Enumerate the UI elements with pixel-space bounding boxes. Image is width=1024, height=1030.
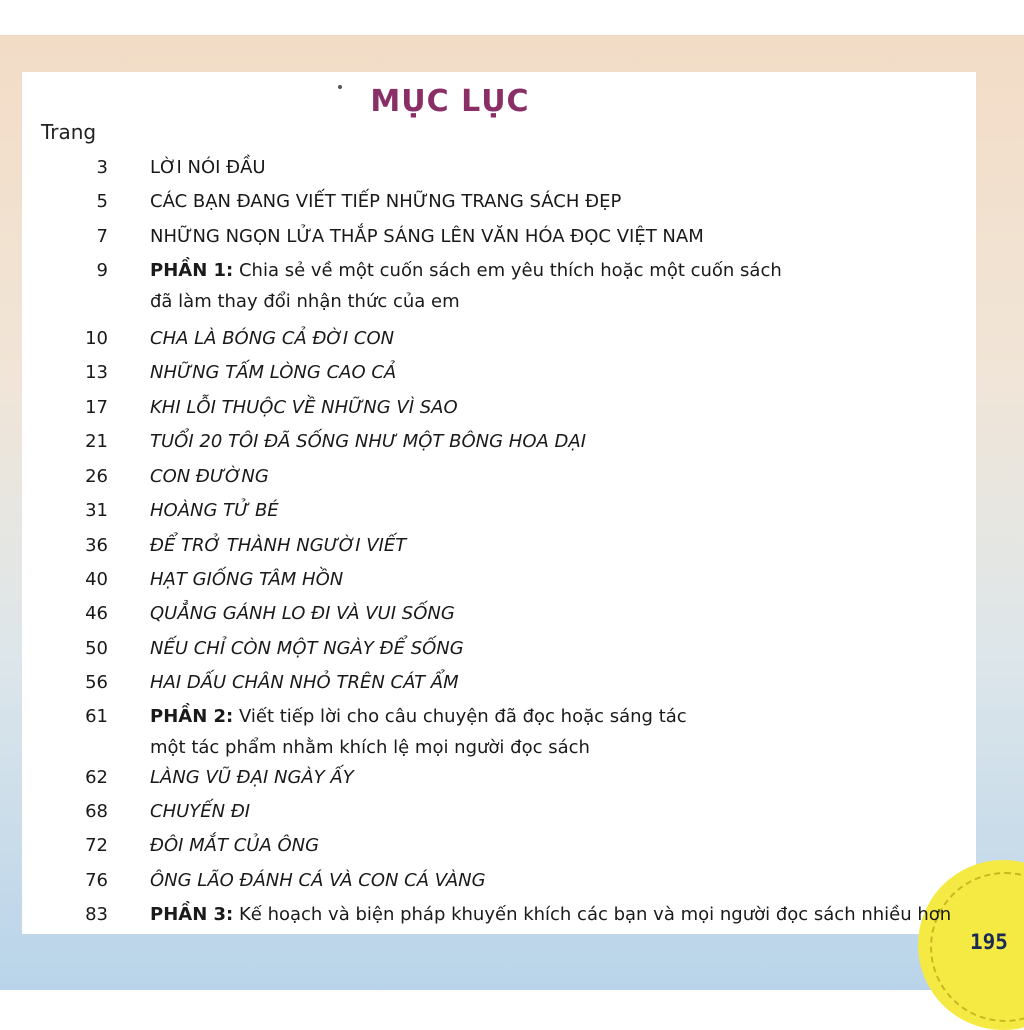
toc-section-label: PHẦN 3:	[150, 904, 234, 925]
toc-entry-text: NẾU CHỈ CÒN MỘT NGÀY ĐỂ SỐNG	[150, 638, 464, 659]
toc-page-number: 3	[96, 157, 108, 178]
toc-entry-text: KHI LỖI THUỘC VỀ NHỮNG VÌ SAO	[150, 397, 458, 418]
toc-entry-text: NHỮNG NGỌN LỬA THẮP SÁNG LÊN VĂN HÓA ĐỌC VIỆT NAM	[150, 226, 704, 247]
scan-top-margin	[0, 0, 1024, 35]
toc-entry-text: CHA LÀ BÓNG CẢ ĐỜI CON	[150, 328, 395, 349]
toc-section-label: PHẦN 1:	[150, 260, 234, 281]
toc-section-title: Chia sẻ về một cuốn sách em yêu thích hoặc một cuốn sách	[233, 260, 782, 281]
page-title: MỤC LỤC	[370, 84, 530, 119]
toc-page-number: 36	[85, 535, 108, 556]
toc-entry-text: CHUYẾN ĐI	[150, 801, 251, 822]
toc-page-number: 46	[85, 603, 108, 624]
toc-page-number: 10	[85, 328, 108, 349]
toc-page-number: 68	[85, 801, 108, 822]
toc-section-label: PHẦN 2:	[150, 706, 234, 727]
toc-page-number: 72	[85, 835, 108, 856]
toc-page-number: 31	[85, 500, 108, 521]
toc-entry-text: ĐÔI MẮT CỦA ÔNG	[150, 835, 320, 856]
toc-entry-text: TUỔI 20 TÔI ĐÃ SỐNG NHƯ MỘT BÔNG HOA DẠI	[150, 431, 586, 452]
toc-section-title: Kế hoạch và biện pháp khuyến khích các bạn và mọi người đọc sách nhiều hơn	[233, 904, 952, 925]
toc-page-number: 83	[85, 904, 108, 925]
toc-entry-text: HẠT GIỐNG TÂM HỒN	[150, 569, 344, 590]
toc-page-number: 5	[96, 191, 108, 212]
toc-entry-text	[150, 706, 687, 758]
toc-page-number: 50	[85, 638, 108, 659]
toc-entry-text: LỜI NÓI ĐẦU	[150, 157, 266, 178]
toc-page-number: 62	[85, 767, 108, 788]
toc-page-number: 9	[96, 260, 108, 281]
toc-section-title-line2: một tác phẩm nhằm khích lệ mọi người đọc sách	[150, 737, 590, 758]
page-number: 195	[970, 930, 1008, 954]
toc-page-number: 40	[85, 569, 108, 590]
page-column-header: Trang	[41, 120, 97, 144]
toc-page-number: 17	[85, 397, 108, 418]
toc-entry-text	[150, 260, 782, 312]
toc-entry-text: QUẲNG GÁNH LO ĐI VÀ VUI SỐNG	[150, 603, 455, 624]
toc-section-title-line2: đã làm thay đổi nhận thức của em	[150, 291, 460, 312]
toc-page-number: 7	[96, 226, 108, 247]
scan-bottom-margin	[0, 990, 1024, 1024]
toc-page-number: 61	[85, 706, 108, 727]
toc-entry-text: CÁC BẠN ĐANG VIẾT TIẾP NHỮNG TRANG SÁCH ĐẸP	[150, 191, 622, 212]
toc-page-number: 56	[85, 672, 108, 693]
toc-entry-text: ÔNG LÃO ĐÁNH CÁ VÀ CON CÁ VÀNG	[150, 870, 486, 891]
toc-entry-text: CON ĐƯỜNG	[150, 466, 269, 487]
toc-section-title: Viết tiếp lời cho câu chuyện đã đọc hoặc sáng tác	[233, 706, 687, 727]
toc-entry-text: HOÀNG TỬ BÉ	[150, 500, 279, 521]
toc-page-number: 21	[85, 431, 108, 452]
toc-entry-text: NHỮNG TẤM LÒNG CAO CẢ	[150, 362, 397, 383]
toc-page-number: 13	[85, 362, 108, 383]
toc-entry-text: ĐỂ TRỞ THÀNH NGƯỜI VIẾT	[150, 535, 407, 556]
toc-entry-text	[150, 904, 951, 925]
toc-entry-text: LÀNG VŨ ĐẠI NGÀY ẤY	[150, 767, 354, 788]
toc-page-number: 26	[85, 466, 108, 487]
toc-entry-text: HAI DẤU CHÂN NHỎ TRÊN CÁT ẨM	[150, 672, 459, 693]
toc-page-number: 76	[85, 870, 108, 891]
